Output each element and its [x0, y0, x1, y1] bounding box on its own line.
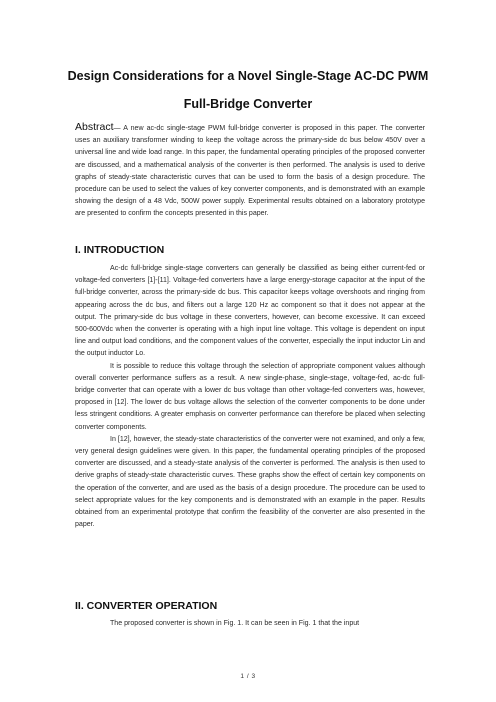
paragraph: Ac-dc full-bridge single-stage converters can generally be classified as being either current-fed or voltage-fed converters [1]-[11]. Voltage-fed converters have a large energy-storage capacitor at the input of the full-bridge converter, across the primary-side dc bus. This capacitor keeps voltage overshoots and ringing from appearing across the dc bus, and filters out a large 120 Hz ac component so that it does not appear at the output. The primary-side dc bus voltage in these converters, however, can become excessive. It can exceed 500-600Vdc when the converter is operating with a high input line voltage. This voltage is dependent on input line and output load conditions, and the component values of the converter, especially the input inductor Lin and the output inductor Lo.	[75, 265, 425, 358]
paragraph: It is possible to reduce this voltage through the selection of appropriate component values although overall converter performance suffers as a result. A new single-phase, single-stage, voltage-fed, ac-dc full-bridge converter that can operate with a lower dc bus voltage than other voltage-fed converters was, however, proposed in [12]. The lower dc bus voltage allows the selection of the converter components to be done under less stringent conditions. A greater emphasis on converter performance can therefore be placed when selecting converter components.	[75, 362, 425, 431]
section-converter-operation-body	[75, 618, 425, 630]
paragraph: The proposed converter is shown in Fig. 1. It can be seen in Fig. 1 that the input	[110, 620, 360, 627]
abstract-text: A new ac-dc single-stage PWM full-bridge converter is proposed in this paper. The converter uses an auxiliary transformer winding to keep the voltage across the primary-side dc bus below 450V over a universal line and wide load range. In this paper, the fundamental operating principles of the proposed converter are discussed, and a mathematical analysis of the converter is then performed. The analysis is used to derive graphs of steady-state characteristic curves that can be used to form the basis of a design procedure. The procedure can be used to select the values of key converter components, and is demonstrated with an example showing the design of a 48 Vdc, 500W power supply. Experimental results obtained on a laboratory prototype are presented to confirm the concepts presented in this paper.	[75, 125, 425, 218]
paper-title	[60, 62, 436, 118]
title-line-1: Design Considerations for a Novel Single-Stage AC-DC PWM	[67, 69, 429, 83]
paragraph: In [12], however, the steady-state characteristics of the converter were not examined, and only a few, very general design guidelines were given. In this paper, the fundamental operating principles of the proposed converter are discussed, and a steady-state analysis of the converter is performed. The analysis is then used to derive graphs of steady-state characteristic curves. These graphs show the effect of certain key components on the operation of the converter, and are used as the basis of a design procedure. The procedure can be used to select appropriate values for the key components and is demonstrated with an example in the paper. Results obtained from an experimental prototype that confirm the feasibility of the converter are also presented in the paper.	[75, 435, 425, 529]
abstract-label: Abstract	[75, 121, 114, 133]
section-introduction-body	[75, 263, 425, 531]
abstract	[75, 121, 425, 221]
abstract-dash: —	[113, 125, 121, 132]
title-line-2: Full-Bridge Converter	[183, 97, 313, 111]
section-heading-converter-operation: II. CONVERTER OPERATION	[75, 600, 218, 612]
section-heading-introduction: I. INTRODUCTION	[75, 244, 165, 256]
page-number: 1 / 3	[240, 673, 256, 680]
